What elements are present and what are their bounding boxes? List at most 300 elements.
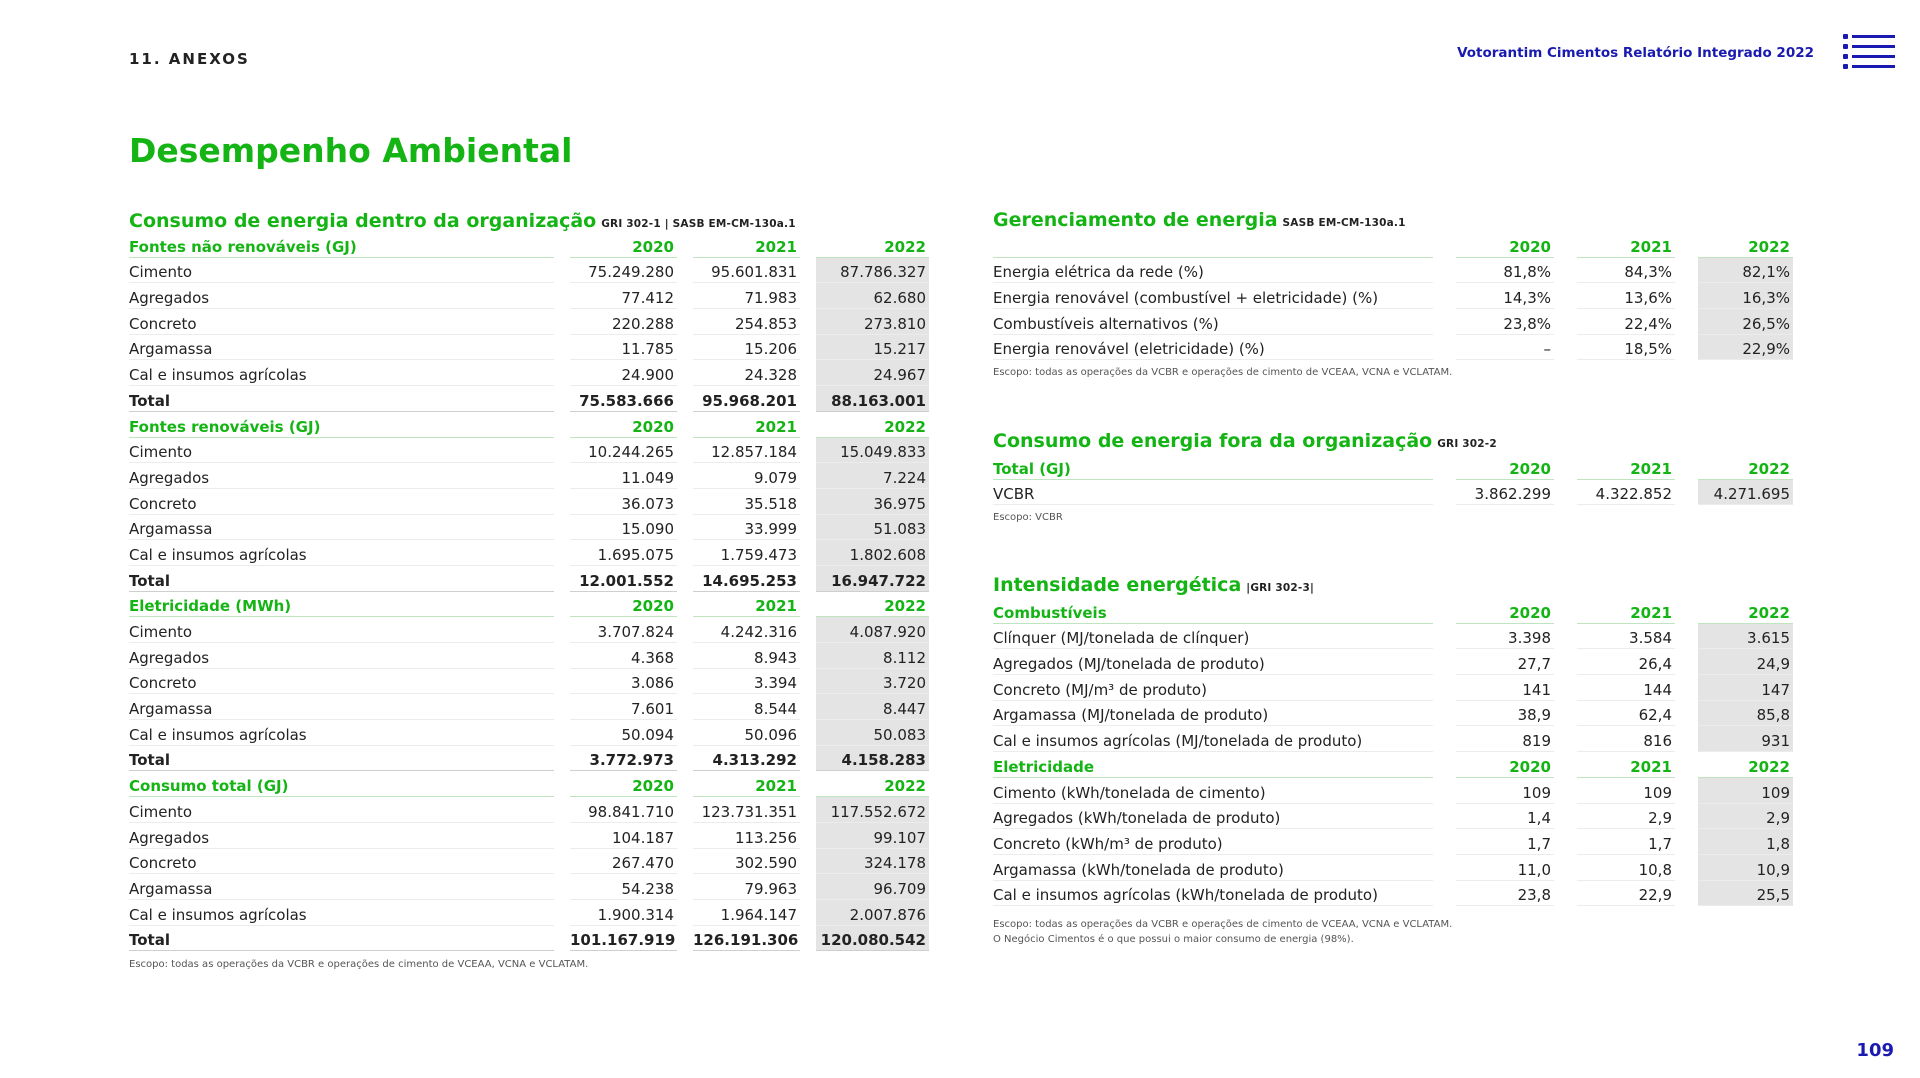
value-cell: 109: [1698, 778, 1793, 804]
cell-spacer: [1675, 855, 1698, 881]
value-cell: 11.049: [570, 463, 677, 489]
row-label: Cimento: [129, 258, 554, 284]
value-cell: 8.544: [693, 694, 800, 720]
value-cell: 2020: [1456, 454, 1554, 480]
value-cell: 15.206: [693, 335, 800, 361]
cell-spacer: [800, 849, 816, 875]
cell-spacer: [1675, 335, 1698, 361]
row-label: Argamassa: [129, 335, 554, 361]
value-cell: 2022: [1698, 752, 1793, 778]
value-cell: 4.322.852: [1577, 480, 1675, 506]
value-cell: 15.090: [570, 515, 677, 541]
row-label: Cal e insumos agrícolas (MJ/tonelada de produto): [993, 726, 1433, 752]
cell-spacer: [677, 823, 693, 849]
value-cell: 38,9: [1456, 701, 1554, 727]
energy-mgmt-table: [993, 232, 1793, 360]
value-cell: 82,1%: [1698, 258, 1793, 284]
table-header-row: [129, 771, 929, 797]
row-label: Concreto (kWh/m³ de produto): [993, 829, 1433, 855]
cell-spacer: [554, 412, 570, 438]
value-cell: 84,3%: [1577, 258, 1675, 284]
value-cell: 36.975: [816, 489, 929, 515]
value-cell: 819: [1456, 726, 1554, 752]
cell-spacer: [554, 849, 570, 875]
table-total-row: [129, 746, 929, 772]
value-cell: 8.943: [693, 643, 800, 669]
cell-spacer: [1675, 480, 1698, 506]
value-cell: 15.217: [816, 335, 929, 361]
cell-spacer: [1554, 232, 1577, 258]
table-row: [129, 335, 929, 361]
cell-spacer: [554, 797, 570, 823]
cell-spacer: [800, 771, 816, 797]
cell-spacer: [1554, 675, 1577, 701]
cell-spacer: [1675, 881, 1698, 907]
cell-spacer: [1433, 232, 1456, 258]
value-cell: 2,9: [1698, 804, 1793, 830]
row-label: Total: [129, 566, 554, 592]
row-label: VCBR: [993, 480, 1433, 506]
value-cell: 4.158.283: [816, 746, 929, 772]
cell-spacer: [554, 643, 570, 669]
value-cell: 4.271.695: [1698, 480, 1793, 506]
value-cell: 2022: [816, 592, 929, 618]
energy-intensity-note-2: O Negócio Cimentos é o que possui o maior consumo de energia (98%).: [993, 934, 1354, 945]
value-cell: 98.841.710: [570, 797, 677, 823]
cell-spacer: [1554, 701, 1577, 727]
table-row: [993, 283, 1793, 309]
energy-inside-ref: GRI 302-1 | SASB EM-CM-130a.1: [601, 218, 796, 230]
cell-spacer: [1554, 454, 1577, 480]
cell-spacer: [1433, 598, 1456, 624]
value-cell: 95.968.201: [693, 386, 800, 412]
value-cell: 62.680: [816, 283, 929, 309]
value-cell: 4.242.316: [693, 617, 800, 643]
value-cell: 14,3%: [1456, 283, 1554, 309]
row-label: Total: [129, 386, 554, 412]
cell-spacer: [800, 900, 816, 926]
cell-spacer: [554, 874, 570, 900]
energy-intensity-title: [993, 574, 1314, 596]
table-row: [129, 823, 929, 849]
table-row: [993, 649, 1793, 675]
value-cell: 2020: [1456, 752, 1554, 778]
value-cell: 4.087.920: [816, 617, 929, 643]
cell-spacer: [554, 720, 570, 746]
energy-intensity-title-text: Intensidade energética: [993, 574, 1242, 596]
value-cell: 2020: [570, 592, 677, 618]
row-label: Argamassa (kWh/tonelada de produto): [993, 855, 1433, 881]
row-label: Clínquer (MJ/tonelada de clínquer): [993, 624, 1433, 650]
energy-outside-title: [993, 430, 1497, 452]
table-header-row: [129, 592, 929, 618]
row-label: Agregados: [129, 823, 554, 849]
cell-spacer: [554, 309, 570, 335]
energy-mgmt-note: Escopo: todas as operações da VCBR e operações de cimento de VCEAA, VCNA e VCLATAM.: [993, 367, 1453, 378]
value-cell: 101.167.919: [570, 926, 677, 952]
cell-spacer: [800, 643, 816, 669]
value-cell: 2022: [816, 412, 929, 438]
cell-spacer: [800, 669, 816, 695]
table-row: [129, 309, 929, 335]
cell-spacer: [800, 489, 816, 515]
cell-spacer: [800, 386, 816, 412]
value-cell: 2,9: [1577, 804, 1675, 830]
value-cell: 35.518: [693, 489, 800, 515]
value-cell: 16,3%: [1698, 283, 1793, 309]
cell-spacer: [554, 900, 570, 926]
cell-spacer: [1433, 778, 1456, 804]
cell-spacer: [800, 515, 816, 541]
value-cell: 3.862.299: [1456, 480, 1554, 506]
value-cell: 33.999: [693, 515, 800, 541]
value-cell: 24,9: [1698, 649, 1793, 675]
row-label: Eletricidade: [993, 752, 1433, 778]
cell-spacer: [677, 489, 693, 515]
value-cell: 220.288: [570, 309, 677, 335]
cell-spacer: [1433, 726, 1456, 752]
cell-spacer: [1433, 649, 1456, 675]
value-cell: 99.107: [816, 823, 929, 849]
value-cell: 75.583.666: [570, 386, 677, 412]
value-cell: 10,8: [1577, 855, 1675, 881]
cell-spacer: [800, 566, 816, 592]
value-cell: 36.073: [570, 489, 677, 515]
table-row: [129, 720, 929, 746]
value-cell: 3.398: [1456, 624, 1554, 650]
table-total-row: [129, 386, 929, 412]
cell-spacer: [1554, 804, 1577, 830]
cell-spacer: [1433, 258, 1456, 284]
value-cell: 22,4%: [1577, 309, 1675, 335]
row-label: Total: [129, 926, 554, 952]
row-label: Combustíveis alternativos (%): [993, 309, 1433, 335]
row-label: Cimento: [129, 797, 554, 823]
cell-spacer: [1433, 701, 1456, 727]
cell-spacer: [677, 566, 693, 592]
value-cell: 95.601.831: [693, 258, 800, 284]
cell-spacer: [800, 746, 816, 772]
value-cell: 11.785: [570, 335, 677, 361]
cell-spacer: [677, 746, 693, 772]
row-label: Agregados (kWh/tonelada de produto): [993, 804, 1433, 830]
value-cell: 7.601: [570, 694, 677, 720]
value-cell: 117.552.672: [816, 797, 929, 823]
value-cell: 141: [1456, 675, 1554, 701]
value-cell: 3.707.824: [570, 617, 677, 643]
table-row: [129, 463, 929, 489]
row-label: Fontes não renováveis (GJ): [129, 232, 554, 258]
row-label: Cal e insumos agrícolas (kWh/tonelada de produto): [993, 881, 1433, 907]
cell-spacer: [554, 283, 570, 309]
value-cell: 2021: [1577, 454, 1675, 480]
cell-spacer: [1433, 829, 1456, 855]
cell-spacer: [1554, 778, 1577, 804]
row-label: Cal e insumos agrícolas: [129, 720, 554, 746]
cell-spacer: [1675, 598, 1698, 624]
cell-spacer: [1675, 283, 1698, 309]
value-cell: 75.249.280: [570, 258, 677, 284]
value-cell: 123.731.351: [693, 797, 800, 823]
value-cell: 109: [1456, 778, 1554, 804]
section-label: 11. ANEXOS: [129, 50, 250, 68]
value-cell: 10.244.265: [570, 438, 677, 464]
row-label: Argamassa: [129, 515, 554, 541]
cell-spacer: [1675, 454, 1698, 480]
value-cell: 1.802.608: [816, 540, 929, 566]
value-cell: 4.368: [570, 643, 677, 669]
row-label: Argamassa: [129, 694, 554, 720]
table-row: [129, 360, 929, 386]
cell-spacer: [1433, 804, 1456, 830]
cell-spacer: [1554, 855, 1577, 881]
report-title[interactable]: Votorantim Cimentos Relatório Integrado 2022: [1457, 45, 1814, 61]
cell-spacer: [677, 669, 693, 695]
row-label: Energia renovável (combustível + eletricidade) (%): [993, 283, 1433, 309]
cell-spacer: [800, 232, 816, 258]
value-cell: 2021: [693, 592, 800, 618]
cell-spacer: [1554, 624, 1577, 650]
cell-spacer: [554, 540, 570, 566]
value-cell: 113.256: [693, 823, 800, 849]
cell-spacer: [1554, 283, 1577, 309]
value-cell: 2020: [570, 232, 677, 258]
value-cell: 18,5%: [1577, 335, 1675, 361]
table-row: [993, 804, 1793, 830]
value-cell: 77.412: [570, 283, 677, 309]
value-cell: 1.695.075: [570, 540, 677, 566]
value-cell: 2020: [1456, 232, 1554, 258]
table-row: [993, 726, 1793, 752]
value-cell: 120.080.542: [816, 926, 929, 952]
cell-spacer: [554, 566, 570, 592]
value-cell: 71.983: [693, 283, 800, 309]
cell-spacer: [800, 874, 816, 900]
cell-spacer: [554, 258, 570, 284]
cell-spacer: [677, 617, 693, 643]
menu-icon[interactable]: [1843, 33, 1895, 67]
cell-spacer: [1554, 335, 1577, 361]
value-cell: 50.083: [816, 720, 929, 746]
cell-spacer: [1554, 881, 1577, 907]
value-cell: 816: [1577, 726, 1675, 752]
page-number: 109: [1856, 1040, 1894, 1061]
value-cell: 24.967: [816, 360, 929, 386]
cell-spacer: [1433, 881, 1456, 907]
value-cell: 1.964.147: [693, 900, 800, 926]
table-row: [129, 643, 929, 669]
value-cell: 2020: [570, 771, 677, 797]
row-label: Total (GJ): [993, 454, 1433, 480]
value-cell: 2.007.876: [816, 900, 929, 926]
value-cell: 11,0: [1456, 855, 1554, 881]
cell-spacer: [677, 592, 693, 618]
value-cell: 2022: [1698, 454, 1793, 480]
cell-spacer: [1675, 649, 1698, 675]
energy-inside-title: [129, 210, 796, 232]
value-cell: 2020: [570, 412, 677, 438]
cell-spacer: [554, 438, 570, 464]
value-cell: 1,7: [1577, 829, 1675, 855]
row-label: Eletricidade (MWh): [129, 592, 554, 618]
value-cell: 126.191.306: [693, 926, 800, 952]
table-row: [129, 540, 929, 566]
value-cell: 147: [1698, 675, 1793, 701]
cell-spacer: [677, 694, 693, 720]
cell-spacer: [1675, 752, 1698, 778]
value-cell: 931: [1698, 726, 1793, 752]
page-title: Desempenho Ambiental: [129, 131, 573, 170]
value-cell: 12.001.552: [570, 566, 677, 592]
cell-spacer: [1433, 309, 1456, 335]
cell-spacer: [677, 232, 693, 258]
row-label: [993, 232, 1433, 258]
cell-spacer: [677, 797, 693, 823]
cell-spacer: [800, 258, 816, 284]
cell-spacer: [1554, 649, 1577, 675]
cell-spacer: [800, 309, 816, 335]
value-cell: 1,7: [1456, 829, 1554, 855]
value-cell: 144: [1577, 675, 1675, 701]
cell-spacer: [800, 720, 816, 746]
value-cell: 3.584: [1577, 624, 1675, 650]
table-header-row: [993, 454, 1793, 480]
value-cell: 22,9%: [1698, 335, 1793, 361]
table-row: [129, 258, 929, 284]
cell-spacer: [1675, 258, 1698, 284]
cell-spacer: [800, 283, 816, 309]
table-row: [993, 624, 1793, 650]
cell-spacer: [1433, 335, 1456, 361]
energy-mgmt-title-text: Gerenciamento de energia: [993, 209, 1278, 231]
row-label: Concreto: [129, 309, 554, 335]
table-header-row: [129, 412, 929, 438]
row-label: Cal e insumos agrícolas: [129, 540, 554, 566]
cell-spacer: [1554, 752, 1577, 778]
table-header-row: [993, 752, 1793, 778]
cell-spacer: [554, 592, 570, 618]
cell-spacer: [677, 360, 693, 386]
row-label: Energia renovável (eletricidade) (%): [993, 335, 1433, 361]
cell-spacer: [554, 360, 570, 386]
value-cell: 109: [1577, 778, 1675, 804]
cell-spacer: [1675, 232, 1698, 258]
cell-spacer: [800, 463, 816, 489]
value-cell: 7.224: [816, 463, 929, 489]
table-header-row: [993, 232, 1793, 258]
table-row: [993, 881, 1793, 907]
cell-spacer: [554, 694, 570, 720]
table-row: [993, 675, 1793, 701]
row-label: Cal e insumos agrícolas: [129, 360, 554, 386]
cell-spacer: [554, 232, 570, 258]
cell-spacer: [554, 515, 570, 541]
cell-spacer: [554, 669, 570, 695]
cell-spacer: [1675, 778, 1698, 804]
row-label: Cimento (kWh/tonelada de cimento): [993, 778, 1433, 804]
table-row: [129, 515, 929, 541]
table-row: [993, 309, 1793, 335]
value-cell: 3.086: [570, 669, 677, 695]
row-label: Agregados: [129, 463, 554, 489]
cell-spacer: [677, 309, 693, 335]
cell-spacer: [554, 489, 570, 515]
table-row: [129, 849, 929, 875]
cell-spacer: [554, 335, 570, 361]
cell-spacer: [1554, 480, 1577, 506]
cell-spacer: [1554, 726, 1577, 752]
value-cell: 2022: [1698, 232, 1793, 258]
row-label: Argamassa: [129, 874, 554, 900]
cell-spacer: [677, 283, 693, 309]
value-cell: 4.313.292: [693, 746, 800, 772]
value-cell: 16.947.722: [816, 566, 929, 592]
cell-spacer: [1433, 624, 1456, 650]
row-label: Total: [129, 746, 554, 772]
table-row: [129, 669, 929, 695]
value-cell: 2022: [816, 771, 929, 797]
energy-intensity-note: Escopo: todas as operações da VCBR e operações de cimento de VCEAA, VCNA e VCLATAM.: [993, 919, 1453, 930]
row-label: Combustíveis: [993, 598, 1433, 624]
row-label: Consumo total (GJ): [129, 771, 554, 797]
row-label: Fontes renováveis (GJ): [129, 412, 554, 438]
value-cell: 2021: [693, 232, 800, 258]
cell-spacer: [1433, 855, 1456, 881]
row-label: Cimento: [129, 438, 554, 464]
table-row: [993, 480, 1793, 506]
value-cell: 13,6%: [1577, 283, 1675, 309]
value-cell: 267.470: [570, 849, 677, 875]
energy-outside-table: [993, 454, 1793, 505]
value-cell: 104.187: [570, 823, 677, 849]
table-row: [129, 900, 929, 926]
value-cell: 254.853: [693, 309, 800, 335]
value-cell: 8.447: [816, 694, 929, 720]
cell-spacer: [1433, 454, 1456, 480]
value-cell: 12.857.184: [693, 438, 800, 464]
cell-spacer: [1554, 829, 1577, 855]
row-label: Concreto: [129, 849, 554, 875]
value-cell: 27,7: [1456, 649, 1554, 675]
cell-spacer: [554, 463, 570, 489]
cell-spacer: [677, 540, 693, 566]
value-cell: 324.178: [816, 849, 929, 875]
energy-inside-title-text: Consumo de energia dentro da organização: [129, 210, 597, 232]
energy-mgmt-ref: SASB EM-CM-130a.1: [1282, 217, 1406, 229]
value-cell: 50.096: [693, 720, 800, 746]
value-cell: 15.049.833: [816, 438, 929, 464]
value-cell: 88.163.001: [816, 386, 929, 412]
cell-spacer: [677, 926, 693, 952]
cell-spacer: [677, 874, 693, 900]
value-cell: 50.094: [570, 720, 677, 746]
cell-spacer: [677, 386, 693, 412]
table-row: [129, 283, 929, 309]
value-cell: 23,8%: [1456, 309, 1554, 335]
value-cell: 3.615: [1698, 624, 1793, 650]
table-row: [993, 855, 1793, 881]
cell-spacer: [800, 592, 816, 618]
cell-spacer: [677, 438, 693, 464]
table-row: [993, 829, 1793, 855]
value-cell: 2021: [693, 771, 800, 797]
row-label: Concreto: [129, 489, 554, 515]
value-cell: 3.394: [693, 669, 800, 695]
value-cell: 26,4: [1577, 649, 1675, 675]
cell-spacer: [800, 540, 816, 566]
energy-inside-table: [129, 232, 929, 951]
value-cell: –: [1456, 335, 1554, 361]
